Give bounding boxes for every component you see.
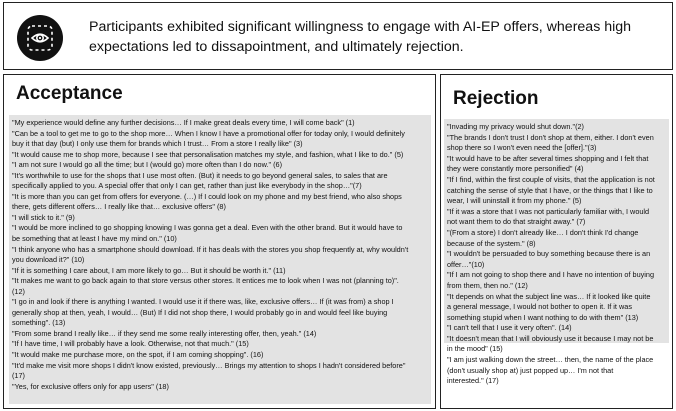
acceptance-quote: "It makes me want to go back again to that store versus other stores. It entices me to look when I was not (planning to)". (12) <box>12 276 399 296</box>
rejection-quote: "If it was a store that I was not particularly familiar with, I would not want them to do that straight away." (7) <box>447 206 650 227</box>
acceptance-quote: "Yes, for exclusive offers only for app users" (18) <box>12 381 169 391</box>
rejection-quote: "It doesn't mean that I will obviously use it because I may not be in the mood" (15) <box>447 333 654 354</box>
rejection-quote: "It depends on what the subject line was… If it looked like quite a general message, I would not bother to open it. If it was something stupid when I want nothing to do with them" (13) <box>447 291 651 322</box>
acceptance-quote: "I am not sure I would go all the time; but I (would go) more often than I do now." (6) <box>12 160 283 170</box>
rejection-quote: "I wouldn't be persuaded to buy something because there is an offer…"(10) <box>447 249 651 269</box>
rejection-panel <box>440 74 673 409</box>
acceptance-quote: "From some brand I really like… if they send me some really interesting offer, then, yeah." (14) <box>12 328 317 338</box>
summary-banner <box>3 2 673 70</box>
rejection-quote: "I can't tell that I use it very often". (14) <box>447 323 572 333</box>
acceptance-quote: "It'd make me visit more shops I didn't know existed, previously… Brings my attention to shops I hadn't considered before" (17) <box>12 360 406 381</box>
rejection-quote: "Invading my privacy would shut down."(2) <box>447 122 584 131</box>
acceptance-quote: "Can be a tool to get me to go to the shop more… When I know I have a promotional offer for today only, I would definitely buy it that day (but) I only use them for brands which I trust… From a store I really like" (3) <box>12 128 405 149</box>
acceptance-quote: "I think anyone who has a smartphone should download. If it has deals with the stores you shop frequently at, why wouldn't you download it?" (10) <box>12 244 409 265</box>
rejection-quote: "I am just walking down the street… then, the name of the place (don't usually shop at) just popped up… I'm not that interested." (17) <box>447 355 654 386</box>
acceptance-quote: "It's worthwhile to use for the shops that I use most often. (But) it needs to go beyond general sales, to sales that are specifically applied to you. A special offer that only I can get, rather than just like everybody in the shop…"(7) <box>12 170 388 191</box>
acceptance-quote: "If I have time, I will probably have a look. Otherwise, not that much." (15) <box>12 339 249 349</box>
acceptance-quotes-box <box>9 115 431 404</box>
acceptance-quote: "It is more than you can get from offers for everyone. (…) If I could look on my phone and my best friend, who also shops there, gets different offers… I really like that… exclusive offers" (8) <box>12 191 402 212</box>
acceptance-quote: "I will stick to it." (9) <box>12 212 75 222</box>
rejection-quote: "The brands I don't trust I don't shop at them, either. I don't even shop there so I won't even need the [offer]."(3) <box>447 132 654 153</box>
rejection-title: Rejection <box>453 88 539 109</box>
rejection-quote: "It would have to be after several times shopping and I felt that they were constantly more personified" (4) <box>447 153 649 174</box>
acceptance-quote: "It would make me purchase more, on the spot, if I am coming shopping". (16) <box>12 350 264 360</box>
rejection-quote-list <box>444 119 669 387</box>
rejection-quote: "If I find, within the first couple of visits, that the application is not catching the sense of style that I have, or the things that I like to wear, I will uninstall it from my phone." (5) <box>447 174 655 206</box>
acceptance-quote: "I go in and look if there is anything I wanted. I would use it if there was, like, exclusive offers… If (it was from) a shop I generally shop at then, yeah, I would… (But) If I did not shop there, I would probably go in and would feel like buying something". (13) <box>12 297 394 328</box>
eye-icon <box>17 15 63 61</box>
acceptance-quote: "I would be more inclined to go shopping knowing I was gonna get a deal. Even with the other brand. But it would have to be something that at least I have my mind on." (10) <box>12 223 403 244</box>
rejection-quote: "If I am not going to shop there and I have no intention of buying from them, then no." (12) <box>447 270 655 290</box>
acceptance-title: Acceptance <box>16 83 123 104</box>
acceptance-quote: "If it is something I care about, I am more likely to go… But it should be worth it." (11) <box>12 265 286 275</box>
acceptance-quote: "It would cause me to shop more, because I see that personalisation matches my style, and fashion, what I like to do." (5) <box>12 149 404 159</box>
rejection-quote: "(From a store) I don't already like… I don't think I'd change because of the system." (8) <box>447 227 639 248</box>
acceptance-quote-list <box>9 115 431 392</box>
acceptance-quote: "My experience would define any further decisions… If I make great deals every time, I will come back" (1) <box>12 118 355 127</box>
summary-text: Participants exhibited significant willingness to engage with AI-EP offers, whereas high expectations led to dissapointment, and ultimately rejection. <box>89 19 632 55</box>
rejection-quotes-box <box>444 119 669 386</box>
acceptance-panel <box>3 74 436 409</box>
